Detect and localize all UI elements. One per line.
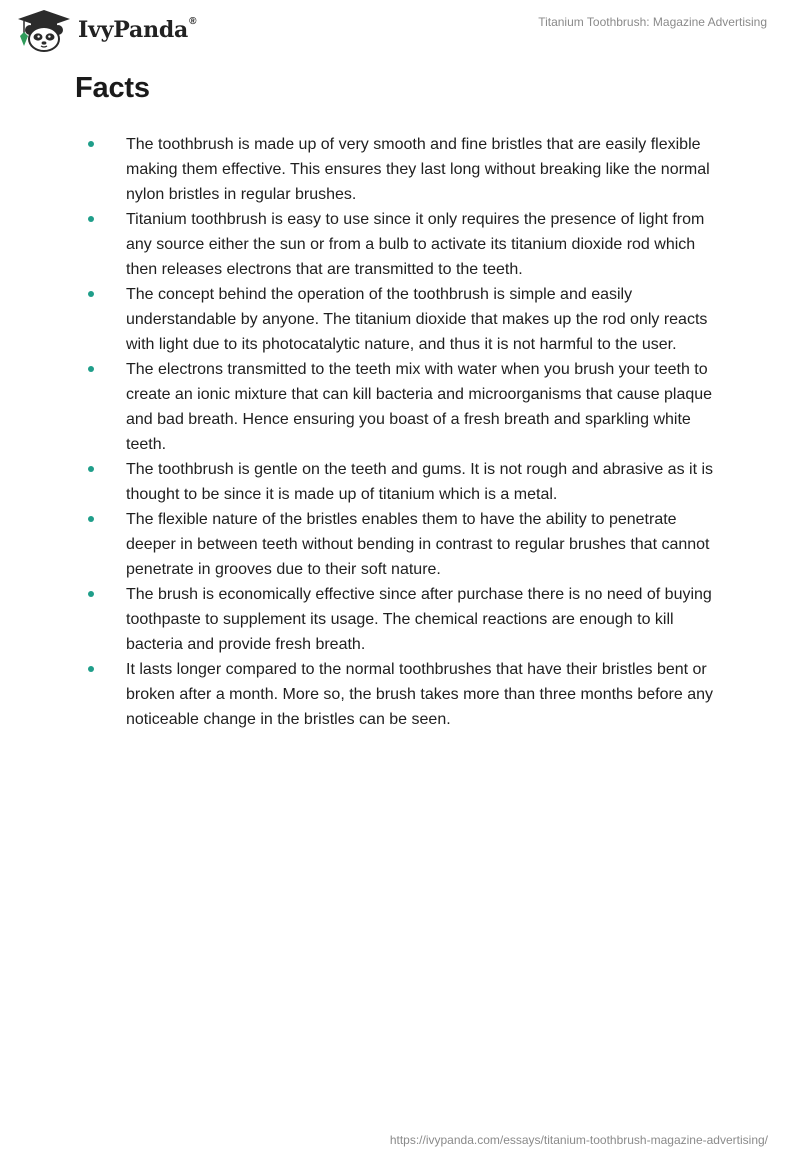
fact-text: Titanium toothbrush is easy to use since it only requires the presence of light from any source either the sun or from a bulb to activate its titanium dioxide rod which then releases electrons that are transmitted to the teeth. [126,211,705,278]
bullet-icon [88,516,94,522]
list-item [88,507,728,582]
source-url[interactable]: https://ivypanda.com/essays/titanium-toothbrush-magazine-advertising/ [389,1133,768,1147]
bullet-icon [88,141,94,147]
logo-text: IvyPanda [78,17,189,43]
fact-text: The concept behind the operation of the toothbrush is simple and easily understandable by anyone. The titanium dioxide that makes up the rod only reacts with light due to its photocatalytic nature, and thus it is not harmful to the user. [126,286,708,353]
section-heading: Facts [75,72,150,104]
list-item [88,582,728,657]
bullet-icon [88,291,94,297]
panda-graduate-icon [14,8,74,52]
fact-text: The flexible nature of the bristles enables them to have the ability to penetrate deeper in between teeth without bending in contrast to regular brushes that cannot penetrate in grooves due to their soft nature. [126,511,710,578]
fact-text: The toothbrush is gentle on the teeth and gums. It is not rough and abrasive as it is thought to be since it is made up of titanium which is a metal. [126,461,714,503]
list-item [88,457,728,507]
list-item [88,357,728,457]
bullet-icon [88,216,94,222]
registered-mark: ® [189,15,197,27]
list-item [88,132,728,207]
bullet-icon [88,466,94,472]
document-title: Titanium Toothbrush: Magazine Advertising [538,15,767,29]
list-item [88,657,728,732]
fact-text: The electrons transmitted to the teeth mix with water when you brush your teeth to create an ionic mixture that can kill bacteria and microorganisms that cause plaque and bad breath. Hence ensuring you boast of a fresh breath and sparkling white teeth. [126,361,713,453]
ivypanda-logo[interactable] [14,8,196,52]
bullet-icon [88,666,94,672]
facts-list [88,132,728,732]
fact-text: It lasts longer compared to the normal toothbrushes that have their bristles bent or broken after a month. More so, the brush takes more than three months before any noticeable change in the bristles can be seen. [126,661,713,728]
page-header [0,0,800,62]
bullet-icon [88,591,94,597]
list-item [88,282,728,357]
fact-text: The brush is economically effective since after purchase there is no need of buying toothpaste to supplement its usage. The chemical reactions are enough to kill bacteria and provide fresh breath. [126,586,712,653]
list-item [88,207,728,282]
bullet-icon [88,366,94,372]
fact-text: The toothbrush is made up of very smooth and fine bristles that are easily flexible making them effective. This ensures they last long without breaking like the normal nylon bristles in regular brushes. [126,136,710,203]
